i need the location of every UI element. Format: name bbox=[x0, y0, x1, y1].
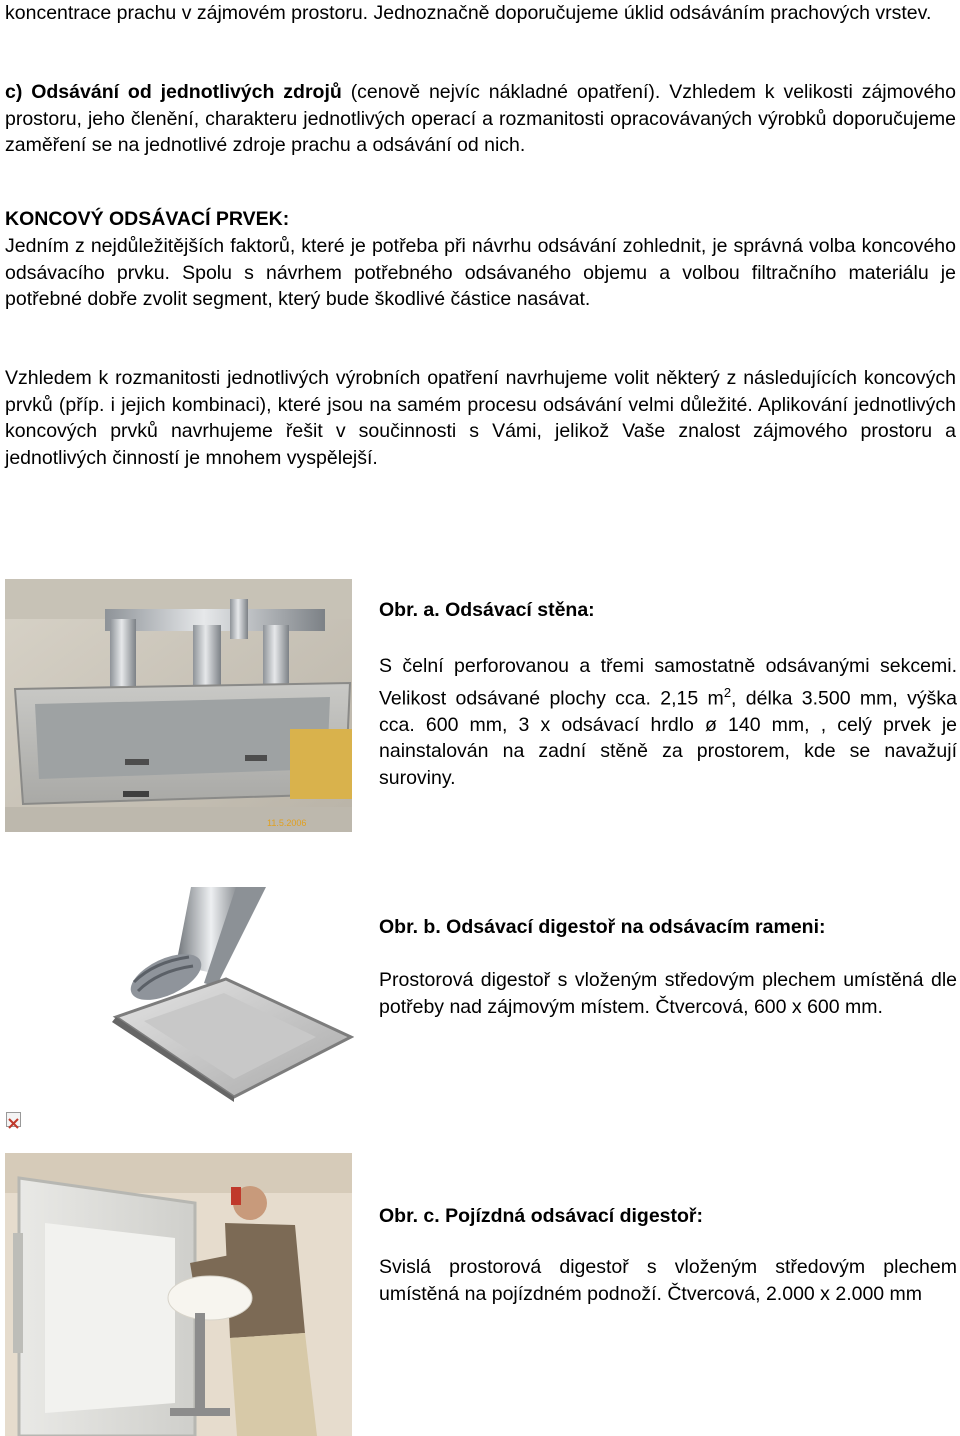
paragraph-end-element: Jedním z nejdůležitějších faktorů, které je potřeba při návrhu odsávání zohlednit, je správná volba koncového odsávacího prvku. Spolu s návrhem potřebného odsávaného objemu a volbou filtračního materiálu je potřebné dobře zvolit segment, který bude škodlivé částice nasávat. bbox=[5, 235, 956, 310]
photo-hood-on-arm bbox=[96, 887, 354, 1102]
photo-extraction-wall bbox=[5, 579, 352, 832]
figure-b-title: Obr. b. Odsávací digestoř na odsávacím rameni: bbox=[379, 916, 826, 938]
figure-c-description: Svislá prostorová digestoř s vloženým středovým plechem umístěná na pojízdném podnoží. Čtvercová, 2.000 x 2.000 mm bbox=[379, 1256, 957, 1305]
broken-image-icon bbox=[6, 1112, 21, 1127]
paragraph-source-extraction-heading: c) Odsávání od jednotlivých zdrojů bbox=[5, 81, 342, 103]
paragraph-variants: Vzhledem k rozmanitosti jednotlivých výrobních opatření navrhujeme volit některý z následujících koncových prvků (příp. i jejich kombinaci), které jsou na samém procesu odsávání velmi důležité. Aplikování jednotlivých koncových prvků navrhujeme řešit v součinnosti s Vámi, jelikož Vaše znalost zájmového prostoru a jednotlivých činností je mnohem vyspělejší. bbox=[5, 367, 956, 469]
figure-a-text-part2: , délka 3.500 mm, výška cca. 600 mm, 3 x odsávací hrdlo ø 140 mm, , celý prvek je nainstalován na zadní stěně za prostorem, kde se navažují suroviny. bbox=[379, 687, 957, 789]
photo-mobile-hood bbox=[5, 1153, 352, 1436]
figure-a-title: Obr. a. Odsávací stěna: bbox=[379, 599, 595, 621]
figure-c-title: Obr. c. Pojízdná odsávací digestoř: bbox=[379, 1205, 703, 1227]
paragraph-intro: koncentrace prachu v zájmovém prostoru. Jednoznačně doporučujeme úklid odsáváním prachových vrstev. bbox=[5, 2, 932, 24]
figure-a-superscript: 2 bbox=[723, 684, 732, 700]
paragraph-source-extraction bbox=[5, 79, 956, 159]
figure-a-text-part1: S čelní perforovanou a třemi samostatně odsávanými sekcemi. Velikost odsávané plochy cca. 2,15 m bbox=[379, 655, 957, 709]
figure-a-description bbox=[379, 653, 957, 791]
section-heading: KONCOVÝ ODSÁVACÍ PRVEK: bbox=[5, 208, 290, 230]
paragraph-source-extraction-text: (cenově nejvíc nákladné opatření). Vzhledem k velikosti zájmového prostoru, jeho členění, charakteru jednotlivých operací a rozmanitosti opracovávaných výrobků doporučujeme zaměření se na jednotlivé zdroje prachu a odsávání od nich. bbox=[5, 81, 956, 156]
figure-b-description: Prostorová digestoř s vloženým středovým plechem umístěná dle potřeby nad zájmovým místem. Čtvercová, 600 x 600 mm. bbox=[379, 969, 957, 1018]
photo-date-stamp: 11.5.2006 bbox=[267, 818, 307, 828]
